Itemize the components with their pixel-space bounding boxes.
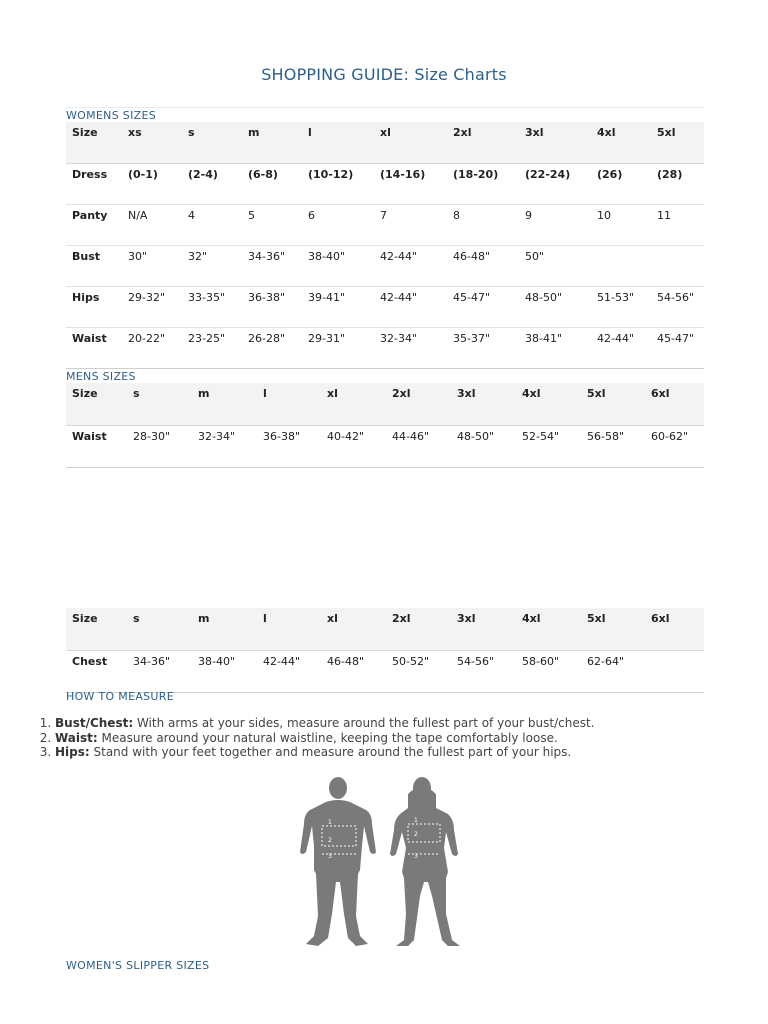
list-item bbox=[55, 745, 594, 760]
table-cell: 4xl bbox=[591, 122, 651, 163]
measure-text: Stand with your feet together and measure around the fullest part of your hips. bbox=[89, 745, 572, 759]
table-cell: 30" bbox=[122, 245, 182, 286]
table-cell: s bbox=[182, 122, 242, 163]
header-row bbox=[66, 608, 704, 650]
table-cell: 20-22" bbox=[122, 327, 182, 368]
table-cell: 6xl bbox=[645, 608, 704, 650]
row-label: Hips bbox=[66, 286, 122, 327]
measure-term: Bust/Chest: bbox=[55, 716, 134, 730]
table-row bbox=[66, 245, 704, 286]
table-cell: 50" bbox=[519, 245, 591, 286]
womens-slipper-sizes-label: WOMEN'S SLIPPER SIZES bbox=[66, 959, 210, 972]
table-row bbox=[66, 425, 704, 467]
table-cell: 9 bbox=[519, 204, 591, 245]
table-cell: 42-44" bbox=[257, 650, 321, 692]
table-cell: 2xl bbox=[386, 608, 451, 650]
row-label: Waist bbox=[66, 327, 122, 368]
table-cell: 28-30" bbox=[127, 425, 192, 467]
table-row bbox=[66, 204, 704, 245]
table-cell: 3xl bbox=[451, 383, 516, 425]
body-measure-figures bbox=[296, 774, 476, 950]
table-cell: 6 bbox=[302, 204, 374, 245]
table-cell: (0-1) bbox=[122, 163, 182, 204]
table-cell: 50-52" bbox=[386, 650, 451, 692]
table-cell: 56-58" bbox=[581, 425, 645, 467]
womens-sizes-label: WOMENS SIZES bbox=[66, 109, 156, 122]
header-row bbox=[66, 383, 704, 425]
list-item bbox=[55, 731, 594, 746]
table-cell: (2-4) bbox=[182, 163, 242, 204]
table-cell: 35-37" bbox=[447, 327, 519, 368]
table-cell: 54-56" bbox=[651, 286, 704, 327]
table-cell: 40-42" bbox=[321, 425, 386, 467]
table-cell: 8 bbox=[447, 204, 519, 245]
table-cell: 54-56" bbox=[451, 650, 516, 692]
table-cell: xl bbox=[374, 122, 447, 163]
table-cell: 29-31" bbox=[302, 327, 374, 368]
measure-instructions bbox=[40, 716, 594, 760]
table-cell: 42-44" bbox=[374, 286, 447, 327]
table-cell: 32" bbox=[182, 245, 242, 286]
table-cell: m bbox=[192, 608, 257, 650]
table-cell: l bbox=[302, 122, 374, 163]
table-cell: 46-48" bbox=[447, 245, 519, 286]
row-label: Size bbox=[66, 383, 127, 425]
table-cell: 5xl bbox=[581, 383, 645, 425]
table-row bbox=[66, 327, 704, 368]
table-cell: s bbox=[127, 383, 192, 425]
table-cell: xl bbox=[321, 608, 386, 650]
table-cell: 38-41" bbox=[519, 327, 591, 368]
mens-chest-table bbox=[66, 608, 704, 693]
woman-mark-3: 3 bbox=[414, 853, 418, 860]
table-cell: 42-44" bbox=[374, 245, 447, 286]
table-cell: (10-12) bbox=[302, 163, 374, 204]
table-cell: s bbox=[127, 608, 192, 650]
measure-text: Measure around your natural waistline, keeping the tape comfortably loose. bbox=[97, 730, 558, 745]
table-cell: 3xl bbox=[451, 608, 516, 650]
woman-mark-1: 1 bbox=[414, 817, 418, 824]
table-cell: 4 bbox=[182, 204, 242, 245]
table-cell: 4xl bbox=[516, 608, 581, 650]
table-cell: 23-25" bbox=[182, 327, 242, 368]
table-cell: 58-60" bbox=[516, 650, 581, 692]
table-cell: 3xl bbox=[519, 122, 591, 163]
mens-sizes-label: MENS SIZES bbox=[66, 370, 136, 383]
measure-term: Hips: bbox=[55, 745, 90, 759]
woman-mark-2: 2 bbox=[414, 831, 418, 838]
table-cell: 29-32" bbox=[122, 286, 182, 327]
list-item bbox=[55, 716, 594, 731]
table-cell: xs bbox=[122, 122, 182, 163]
header-row bbox=[66, 122, 704, 163]
man-silhouette-icon bbox=[300, 777, 376, 946]
mens-waist-table bbox=[66, 383, 704, 468]
table-cell bbox=[651, 245, 704, 286]
man-mark-3: 3 bbox=[328, 853, 332, 860]
table-cell: (22-24) bbox=[519, 163, 591, 204]
table-cell: 26-28" bbox=[242, 327, 302, 368]
table-cell: m bbox=[242, 122, 302, 163]
table-cell: 52-54" bbox=[516, 425, 581, 467]
table-cell: 5xl bbox=[581, 608, 645, 650]
how-to-measure-label: HOW TO MEASURE bbox=[66, 690, 174, 703]
row-label: Size bbox=[66, 608, 127, 650]
row-label: Waist bbox=[66, 425, 127, 467]
table-cell: 34-36" bbox=[127, 650, 192, 692]
table-cell: (18-20) bbox=[447, 163, 519, 204]
womens-size-table bbox=[66, 122, 704, 369]
table-cell: 33-35" bbox=[182, 286, 242, 327]
table-cell: 36-38" bbox=[257, 425, 321, 467]
row-label: Chest bbox=[66, 650, 127, 692]
table-cell: 62-64" bbox=[581, 650, 645, 692]
man-mark-1: 1 bbox=[328, 819, 332, 826]
woman-silhouette-icon bbox=[390, 777, 460, 946]
table-cell: 4xl bbox=[516, 383, 581, 425]
table-cell: 39-41" bbox=[302, 286, 374, 327]
table-cell: 38-40" bbox=[302, 245, 374, 286]
row-label: Dress bbox=[66, 163, 122, 204]
table-cell: 7 bbox=[374, 204, 447, 245]
table-cell: 10 bbox=[591, 204, 651, 245]
row-label: Panty bbox=[66, 204, 122, 245]
table-cell: (26) bbox=[591, 163, 651, 204]
page-title: SHOPPING GUIDE: Size Charts bbox=[261, 65, 507, 84]
table-cell: 46-48" bbox=[321, 650, 386, 692]
table-cell: 36-38" bbox=[242, 286, 302, 327]
table-cell: m bbox=[192, 383, 257, 425]
table-cell: xl bbox=[321, 383, 386, 425]
measure-text: With arms at your sides, measure around the fullest part of your bust/chest. bbox=[133, 716, 595, 730]
table-cell: N/A bbox=[122, 204, 182, 245]
measure-term: Waist: bbox=[55, 730, 98, 745]
table-cell: 32-34" bbox=[374, 327, 447, 368]
man-mark-2: 2 bbox=[328, 837, 332, 844]
table-row bbox=[66, 163, 704, 204]
table-cell: l bbox=[257, 383, 321, 425]
table-cell: 34-36" bbox=[242, 245, 302, 286]
table-cell: 2xl bbox=[447, 122, 519, 163]
table-cell: 2xl bbox=[386, 383, 451, 425]
table-row bbox=[66, 286, 704, 327]
table-cell: 6xl bbox=[645, 383, 704, 425]
table-cell: 5xl bbox=[651, 122, 704, 163]
table-cell: 38-40" bbox=[192, 650, 257, 692]
table-cell: 48-50" bbox=[451, 425, 516, 467]
table-cell: 60-62" bbox=[645, 425, 704, 467]
table-cell: 5 bbox=[242, 204, 302, 245]
table-cell: (6-8) bbox=[242, 163, 302, 204]
table-cell: 51-53" bbox=[591, 286, 651, 327]
table-cell: 48-50" bbox=[519, 286, 591, 327]
row-label: Bust bbox=[66, 245, 122, 286]
title-divider bbox=[66, 107, 704, 108]
table-cell: 44-46" bbox=[386, 425, 451, 467]
table-cell: 45-47" bbox=[651, 327, 704, 368]
table-cell: 45-47" bbox=[447, 286, 519, 327]
table-cell: (28) bbox=[651, 163, 704, 204]
table-cell: 42-44" bbox=[591, 327, 651, 368]
table-row bbox=[66, 650, 704, 692]
table-cell bbox=[645, 650, 704, 692]
table-cell: l bbox=[257, 608, 321, 650]
table-cell bbox=[591, 245, 651, 286]
table-cell: (14-16) bbox=[374, 163, 447, 204]
table-cell: 32-34" bbox=[192, 425, 257, 467]
row-label: Size bbox=[66, 122, 122, 163]
table-cell: 11 bbox=[651, 204, 704, 245]
